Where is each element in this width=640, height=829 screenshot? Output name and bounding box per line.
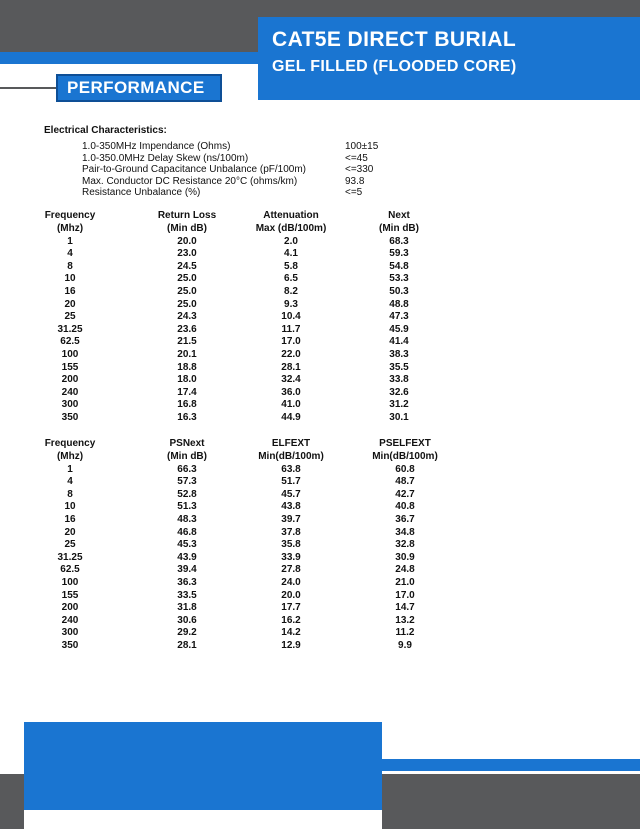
electrical-item-label: Pair-to-Ground Capacitance Unbalance (pF/100m): [82, 164, 306, 176]
cell-col-frequency: (Mhz): [56, 223, 84, 234]
cell-col-3: 37.8: [281, 526, 301, 538]
cell-col-4: 40.8: [395, 501, 415, 513]
cell-col-3: 4.1: [284, 248, 298, 260]
cell-col-3: 36.0: [281, 386, 301, 398]
cell-col-3: 6.5: [284, 273, 298, 285]
electrical-item-value: <=330: [345, 164, 374, 176]
cell-col-2: 66.3: [177, 463, 197, 475]
cell-col-3: Min(dB/100m): [258, 451, 324, 462]
cell-col-frequency: 8: [67, 260, 73, 272]
cell-col-2: 33.5: [177, 589, 197, 601]
table-row: [0, 311, 640, 324]
cell-col-4: 9.9: [398, 639, 412, 651]
table-row: [0, 527, 640, 540]
table-row: [0, 552, 640, 565]
cell-col-frequency: 300: [61, 627, 79, 639]
cell-col-3: 27.8: [281, 564, 301, 576]
cell-col-2: 24.5: [177, 260, 197, 272]
cell-col-3: 10.4: [281, 311, 301, 323]
cell-col-4: 13.2: [395, 614, 415, 626]
cell-col-3: 24.0: [281, 576, 301, 588]
cell-col-frequency: 4: [67, 476, 73, 488]
cell-col-4: 31.2: [389, 399, 409, 411]
cell-col-2: (Min dB): [167, 451, 207, 462]
cell-col-frequency: (Mhz): [56, 451, 84, 462]
cell-col-frequency: 100: [61, 576, 79, 588]
cell-col-frequency: 25: [64, 539, 76, 551]
cell-col-4: 32.6: [389, 386, 409, 398]
cell-col-3: 35.8: [281, 539, 301, 551]
cell-col-3: 39.7: [281, 513, 301, 525]
cell-col-frequency: 240: [61, 614, 79, 626]
cell-col-4: 32.8: [395, 539, 415, 551]
cell-col-2: 20.1: [177, 348, 197, 360]
electrical-item-label: Max. Conductor DC Resistance 20°C (ohms/km): [82, 175, 298, 187]
cell-col-2: 20.0: [177, 235, 197, 247]
cell-col-2: 39.4: [177, 564, 197, 576]
electrical-item-value: 93.8: [345, 175, 365, 187]
header-col-2: PSNext: [169, 438, 205, 449]
cell-col-frequency: 16: [64, 513, 76, 525]
table-row: [0, 501, 640, 514]
header-col-2: Return Loss: [157, 210, 217, 221]
table-row: [0, 615, 640, 628]
table-row: [0, 286, 640, 299]
cell-col-2: 25.0: [177, 273, 197, 285]
cell-col-4: 53.3: [389, 273, 409, 285]
cell-col-frequency: 100: [61, 348, 79, 360]
header-col-4: PSELFEXT: [379, 438, 431, 449]
table-row: [0, 399, 640, 412]
cell-col-frequency: 4: [67, 248, 73, 260]
cell-col-3: 22.0: [281, 348, 301, 360]
cell-col-2: 48.3: [177, 513, 197, 525]
cell-col-2: (Min dB): [167, 223, 207, 234]
cell-col-frequency: 240: [61, 386, 79, 398]
cell-col-2: 25.0: [177, 298, 197, 310]
table-row: [0, 273, 640, 286]
table-row: [0, 602, 640, 615]
cell-col-frequency: 10: [64, 273, 76, 285]
table-row: [0, 564, 640, 577]
section-label-performance: PERFORMANCE: [56, 74, 222, 102]
electrical-item-value: <=45: [345, 152, 368, 164]
table-row: [0, 324, 640, 337]
cell-col-2: 43.9: [177, 551, 197, 563]
table-row: [0, 464, 640, 477]
cell-col-4: (Min dB): [379, 223, 419, 234]
cell-col-frequency: 155: [61, 589, 79, 601]
title-banner: [258, 17, 640, 100]
table-units-row: [0, 223, 640, 236]
cell-col-3: 45.7: [281, 488, 301, 500]
header-col-frequency: Frequency: [44, 210, 96, 221]
cell-col-4: 21.0: [395, 576, 415, 588]
cell-col-3: 28.1: [281, 361, 301, 373]
table-row: [0, 412, 640, 425]
table-header-row: [0, 209, 640, 223]
table-row: [0, 236, 640, 249]
cell-col-frequency: 25: [64, 311, 76, 323]
cell-col-2: 17.4: [177, 386, 197, 398]
cell-col-3: 14.2: [281, 627, 301, 639]
cell-col-3: 32.4: [281, 374, 301, 386]
cell-col-3: 12.9: [281, 639, 301, 651]
table-row: [0, 362, 640, 375]
cell-col-3: 8.2: [284, 285, 298, 297]
cell-col-2: 16.3: [177, 411, 197, 423]
cell-col-frequency: 31.25: [57, 551, 83, 563]
cell-col-4: 45.9: [389, 323, 409, 335]
cell-col-2: 30.6: [177, 614, 197, 626]
cell-col-4: 48.8: [389, 298, 409, 310]
cell-col-3: 43.8: [281, 501, 301, 513]
cell-col-3: 11.7: [281, 323, 301, 335]
table-row: [0, 336, 640, 349]
cell-col-frequency: 62.5: [60, 336, 80, 348]
cell-col-2: 16.8: [177, 399, 197, 411]
cell-col-frequency: 300: [61, 399, 79, 411]
cell-col-4: 50.3: [389, 285, 409, 297]
cell-col-4: 68.3: [389, 235, 409, 247]
cell-col-frequency: 16: [64, 285, 76, 297]
table-row: [0, 627, 640, 640]
cell-col-2: 23.0: [177, 248, 197, 260]
cell-col-4: 17.0: [395, 589, 415, 601]
cell-col-3: 20.0: [281, 589, 301, 601]
electrical-item-label: 1.0-350.0MHz Delay Skew (ns/100m): [82, 152, 249, 164]
table-row: [0, 299, 640, 312]
electrical-item-label: 1.0-350MHz Impendance (Ohms): [82, 141, 231, 152]
cell-col-3: 9.3: [284, 298, 298, 310]
cell-col-4: 24.8: [395, 564, 415, 576]
cell-col-2: 36.3: [177, 576, 197, 588]
cell-col-3: 33.9: [281, 551, 301, 563]
cell-col-4: 54.8: [389, 260, 409, 272]
cell-col-4: 59.3: [389, 248, 409, 260]
table-row: [0, 640, 640, 653]
cell-col-4: 47.3: [389, 311, 409, 323]
cell-col-4: 48.7: [395, 476, 415, 488]
cell-col-frequency: 8: [67, 488, 73, 500]
cell-col-2: 29.2: [177, 627, 197, 639]
table-header-row: [0, 437, 640, 451]
cell-col-2: 21.5: [177, 336, 197, 348]
cell-col-4: 60.8: [395, 463, 415, 475]
cell-col-4: 11.2: [395, 627, 415, 639]
table-units-row: [0, 451, 640, 464]
cell-col-2: 45.3: [177, 539, 197, 551]
header-col-4: Next: [388, 210, 410, 221]
cell-col-4: 36.7: [395, 513, 415, 525]
title-sub: GEL FILLED (FLOODED CORE): [272, 58, 517, 75]
table-row: [0, 577, 640, 590]
cell-col-4: 35.5: [389, 361, 409, 373]
bottom-gray-band-left: [0, 774, 24, 829]
header-col-3: Attenuation: [263, 210, 319, 221]
cell-col-3: 44.9: [281, 411, 301, 423]
table-row: [0, 374, 640, 387]
cell-col-2: 23.6: [177, 323, 197, 335]
table-row: [0, 261, 640, 274]
cell-col-4: 30.9: [395, 551, 415, 563]
performance-table-2: [0, 437, 640, 653]
performance-table-1: [0, 209, 640, 425]
cell-col-frequency: 200: [61, 374, 79, 386]
cell-col-2: 18.0: [177, 374, 197, 386]
cell-col-2: 57.3: [177, 476, 197, 488]
cell-col-frequency: 1: [67, 235, 73, 247]
cell-col-frequency: 155: [61, 361, 79, 373]
cell-col-3: 41.0: [281, 399, 301, 411]
cell-col-frequency: 1: [67, 463, 73, 475]
cell-col-4: 41.4: [389, 336, 409, 348]
table-row: [0, 514, 640, 527]
cell-col-3: 17.7: [281, 602, 301, 614]
cell-col-4: 38.3: [389, 348, 409, 360]
cell-col-3: 16.2: [281, 614, 301, 626]
electrical-item-value: 100±15: [345, 141, 379, 152]
table-row: [0, 489, 640, 502]
cell-col-3: 17.0: [281, 336, 301, 348]
cell-col-3: 63.8: [281, 463, 301, 475]
cell-col-frequency: 31.25: [57, 323, 83, 335]
title-main: CAT5E DIRECT BURIAL: [272, 28, 517, 51]
cell-col-2: 46.8: [177, 526, 197, 538]
cell-col-frequency: 350: [61, 639, 79, 651]
cell-col-4: 14.7: [395, 602, 415, 614]
cell-col-2: 28.1: [177, 639, 197, 651]
bottom-gray-band-right: [382, 774, 640, 829]
table-row: [0, 248, 640, 261]
cell-col-frequency: 350: [61, 411, 79, 423]
cell-col-3: Max (dB/100m): [255, 223, 327, 234]
cell-col-2: 25.0: [177, 285, 197, 297]
cell-col-2: 51.3: [177, 501, 197, 513]
bottom-blue-block: [24, 722, 382, 810]
header-col-frequency: Frequency: [44, 438, 96, 449]
electrical-item-label: Resistance Unbalance (%): [82, 187, 201, 199]
electrical-heading: Electrical Characteristics:: [44, 125, 167, 136]
header-col-3: ELFEXT: [271, 438, 311, 449]
cell-col-frequency: 20: [64, 526, 76, 538]
table-row: [0, 387, 640, 400]
bottom-blue-stripe: [382, 759, 640, 771]
cell-col-3: 51.7: [281, 476, 301, 488]
section-rule: [0, 87, 56, 89]
cell-col-frequency: 200: [61, 602, 79, 614]
table-row: [0, 539, 640, 552]
cell-col-4: 42.7: [395, 488, 415, 500]
cell-col-2: 24.3: [177, 311, 197, 323]
electrical-item-value: <=5: [345, 187, 363, 199]
cell-col-2: 18.8: [177, 361, 197, 373]
cell-col-3: 2.0: [284, 235, 298, 247]
cell-col-frequency: 10: [64, 501, 76, 513]
cell-col-frequency: 20: [64, 298, 76, 310]
table-row: [0, 349, 640, 362]
cell-col-4: 34.8: [395, 526, 415, 538]
cell-col-4: 30.1: [389, 411, 409, 423]
cell-col-2: 52.8: [177, 488, 197, 500]
cell-col-4: Min(dB/100m): [372, 451, 438, 462]
table-row: [0, 476, 640, 489]
cell-col-4: 33.8: [389, 374, 409, 386]
cell-col-3: 5.8: [284, 260, 298, 272]
cell-col-2: 31.8: [177, 602, 197, 614]
cell-col-frequency: 62.5: [60, 564, 80, 576]
table-row: [0, 590, 640, 603]
